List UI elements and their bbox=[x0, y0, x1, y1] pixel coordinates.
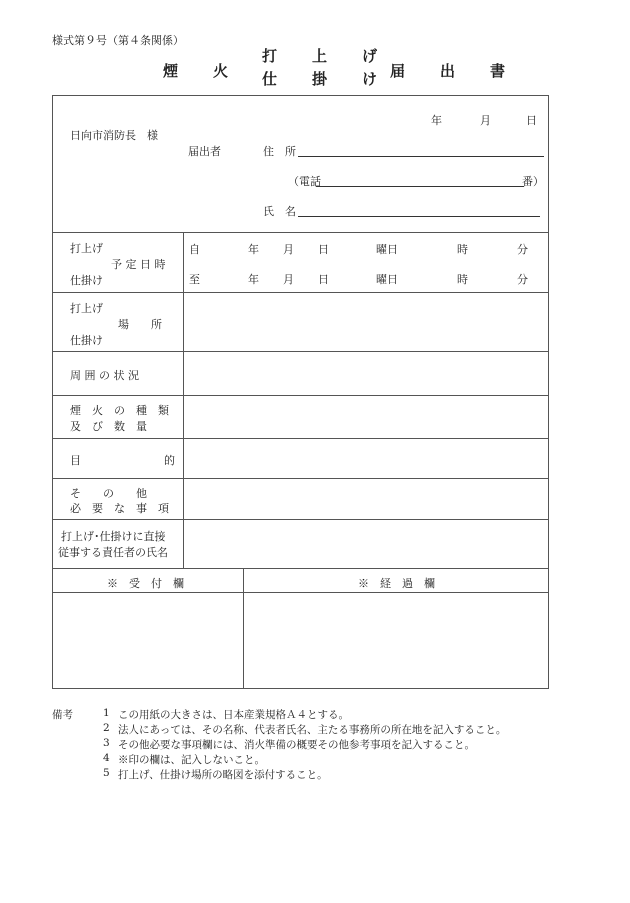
unit-day: 日 bbox=[318, 243, 329, 256]
purpose-field[interactable] bbox=[186, 441, 546, 476]
schedule-from-label: 自 bbox=[189, 243, 200, 256]
phone-open-label: （電話 bbox=[288, 175, 321, 188]
row-divider bbox=[52, 568, 549, 569]
remark-text: その他必要な事項欄には、消火準備の概要その他参考事項を記入すること。 bbox=[118, 739, 475, 751]
row-divider bbox=[52, 592, 549, 593]
types-label-line1: 煙 火 の 種 類 bbox=[70, 404, 169, 417]
date-month-label: 月 bbox=[480, 114, 491, 127]
responsible-label-line2: 従事する責任者の氏名 bbox=[58, 546, 168, 559]
remark-number: 1 bbox=[103, 707, 110, 719]
schedule-label-bottom: 仕掛け bbox=[70, 274, 103, 287]
remark-text: この用紙の大きさは、日本産業規格Ａ４とする。 bbox=[118, 709, 349, 721]
other-label-line1: そ の 他 bbox=[70, 487, 147, 500]
reception-label: ※ 受 付 欄 bbox=[107, 577, 184, 590]
other-label-line2: 必 要 な 事 項 bbox=[70, 502, 169, 515]
row-divider bbox=[52, 232, 549, 233]
title-notification: 届 出 書 bbox=[390, 62, 516, 80]
name-field[interactable] bbox=[298, 216, 540, 217]
remark-number: 4 bbox=[103, 752, 110, 764]
column-divider bbox=[183, 232, 184, 568]
progress-field bbox=[246, 595, 547, 687]
responsible-field[interactable] bbox=[186, 522, 546, 566]
remark-number: 3 bbox=[103, 737, 110, 749]
column-divider bbox=[243, 568, 244, 689]
place-label-mid: 場 所 bbox=[118, 318, 162, 331]
unit-year: 年 bbox=[248, 273, 259, 286]
unit-weekday: 曜日 bbox=[376, 243, 398, 256]
unit-minute: 分 bbox=[517, 273, 528, 286]
progress-label: ※ 経 過 欄 bbox=[358, 577, 435, 590]
surroundings-label: 周 囲 の 状 況 bbox=[70, 369, 139, 382]
row-divider bbox=[52, 478, 549, 479]
row-divider bbox=[52, 519, 549, 520]
unit-minute: 分 bbox=[517, 243, 528, 256]
address-field[interactable] bbox=[298, 156, 544, 157]
row-divider bbox=[52, 351, 549, 352]
row-divider bbox=[52, 438, 549, 439]
addressee: 日向市消防長 様 bbox=[70, 129, 158, 142]
responsible-label-line1: 打上げ･仕掛けに直接 bbox=[61, 530, 166, 543]
phone-field[interactable] bbox=[316, 186, 524, 187]
unit-hour: 時 bbox=[457, 273, 468, 286]
form-number: 様式第９号（第４条関係） bbox=[52, 34, 184, 47]
place-label-bottom: 仕掛け bbox=[70, 334, 103, 347]
phone-close-label: 番） bbox=[522, 175, 544, 188]
reception-field bbox=[55, 595, 241, 687]
remark-text: 法人にあっては、その名称、代表者氏名、主たる事務所の所在地を記入すること。 bbox=[118, 724, 507, 736]
unit-weekday: 曜日 bbox=[376, 273, 398, 286]
remarks-label: 備考 bbox=[52, 709, 73, 721]
surroundings-field[interactable] bbox=[186, 354, 546, 393]
title-setup: 仕 掛 け bbox=[262, 70, 388, 88]
types-label-line2: 及 び 数 量 bbox=[70, 420, 147, 433]
remark-text: 打上げ、仕掛け場所の略図を添付すること。 bbox=[118, 769, 328, 781]
purpose-label-right: 的 bbox=[164, 454, 175, 467]
place-label-top: 打上げ bbox=[70, 302, 103, 315]
schedule-label-top: 打上げ bbox=[70, 242, 103, 255]
submitter-label: 届出者 bbox=[188, 145, 221, 158]
unit-day: 日 bbox=[318, 273, 329, 286]
place-field[interactable] bbox=[186, 295, 546, 349]
address-label: 住 所 bbox=[263, 145, 296, 158]
name-label: 氏 名 bbox=[263, 205, 296, 218]
remark-text: ※印の欄は、記入しないこと。 bbox=[118, 754, 265, 766]
unit-month: 月 bbox=[283, 243, 294, 256]
remark-number: 2 bbox=[103, 722, 110, 734]
row-divider bbox=[52, 395, 549, 396]
unit-hour: 時 bbox=[457, 243, 468, 256]
title-fireworks: 煙 火 bbox=[163, 62, 239, 80]
remark-number: 5 bbox=[103, 767, 110, 779]
row-divider bbox=[52, 292, 549, 293]
types-field[interactable] bbox=[186, 398, 546, 436]
unit-month: 月 bbox=[283, 273, 294, 286]
purpose-label-left: 目 bbox=[70, 454, 81, 467]
other-field[interactable] bbox=[186, 481, 546, 517]
date-year-label: 年 bbox=[431, 114, 442, 127]
unit-year: 年 bbox=[248, 243, 259, 256]
title-launch: 打 上 げ bbox=[262, 47, 388, 65]
schedule-label-mid: 予 定 日 時 bbox=[111, 258, 166, 271]
schedule-to-label: 至 bbox=[189, 273, 200, 286]
date-day-label: 日 bbox=[526, 114, 537, 127]
